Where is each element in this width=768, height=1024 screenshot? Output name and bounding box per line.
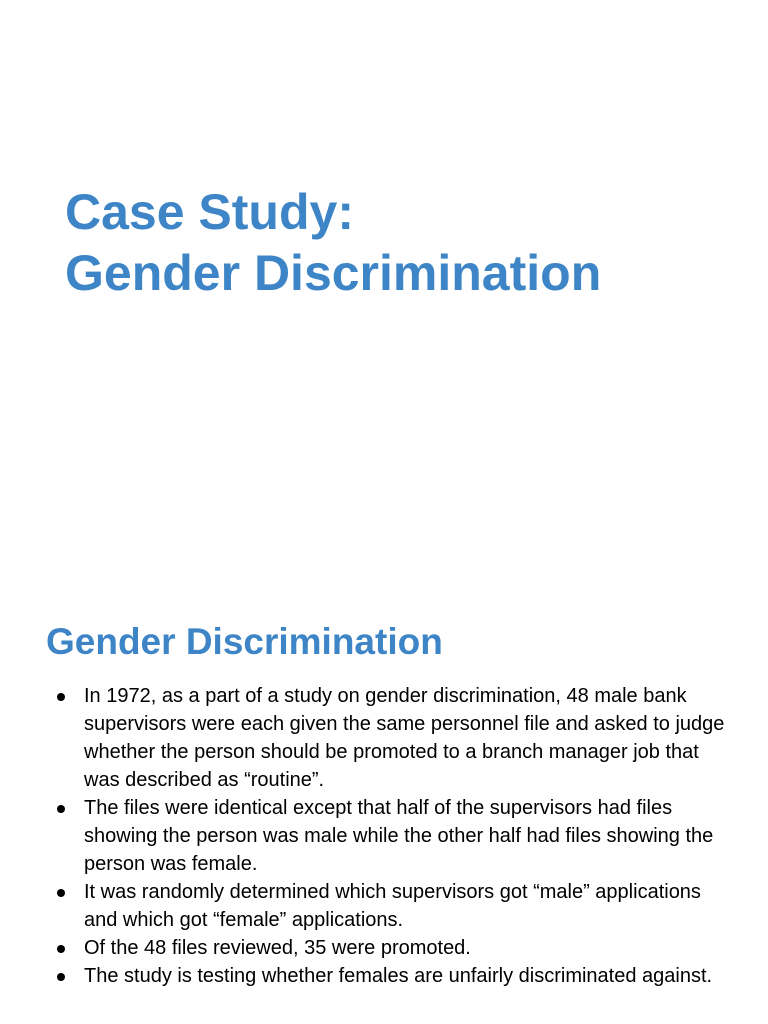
bullet-text: The files were identical except that half of the supervisors had files showing the person was male while the other half had files showing the person was female. [84,797,714,875]
bullet-dot-icon [57,973,65,981]
bullet-item [50,878,730,934]
slide-title-line-2: Gender Discrimination [65,245,602,301]
bullet-dot-icon [57,693,65,701]
bullet-item [50,934,730,962]
section-heading: Gender Discrimination [46,621,443,662]
bullet-text: It was randomly determined which supervisors got “male” applications and which got “female” applications. [84,881,701,931]
bullet-dot-icon [57,945,65,953]
bullet-dot-icon [57,805,65,813]
bullet-text: The study is testing whether females are unfairly discriminated against. [84,965,713,987]
bullet-dot-icon [57,889,65,897]
slide-title [65,182,601,304]
bullet-item [50,794,730,878]
bullet-list [50,682,730,990]
bullet-item [50,962,730,990]
slide-title-line-1: Case Study: [65,184,354,240]
bullet-text: In 1972, as a part of a study on gender discrimination, 48 male bank supervisors were each given the same personnel file and asked to judge whether the person should be promoted to a branch manager job that was described as “routine”. [84,685,725,791]
bullet-item [50,682,730,794]
bullet-text: Of the 48 files reviewed, 35 were promoted. [84,937,471,959]
